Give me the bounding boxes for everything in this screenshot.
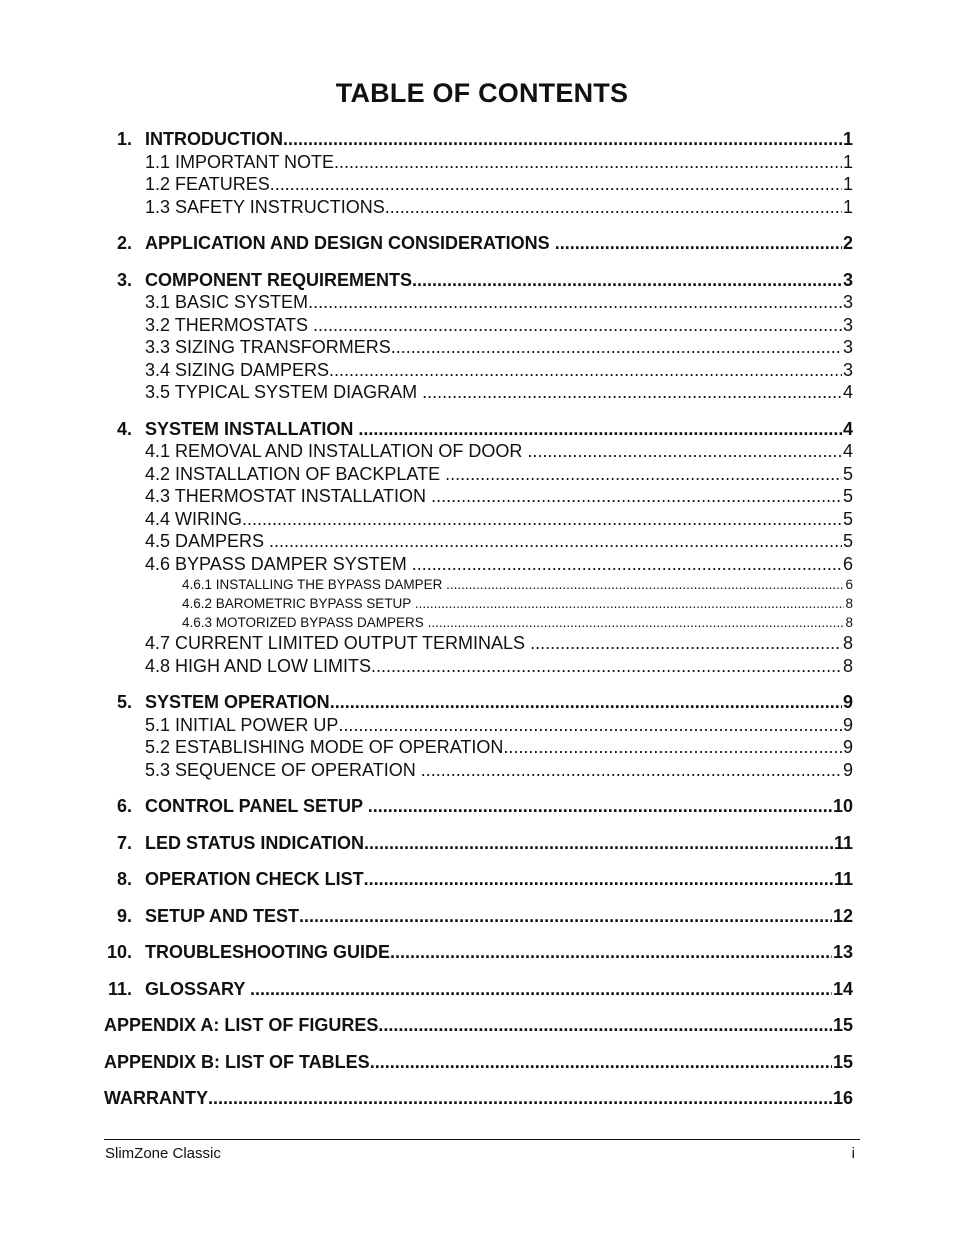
section-spacer (104, 404, 853, 418)
toc-entry-page: 14 (832, 978, 853, 999)
toc-entry[interactable] (104, 530, 853, 553)
toc-entry-label: 5.3 SEQUENCE OF OPERATION (145, 759, 421, 780)
toc-entry-label: 4.7 CURRENT LIMITED OUTPUT TERMINALS (145, 633, 531, 653)
toc-entry-page: 4 (842, 382, 853, 402)
toc-dot-leader (370, 1051, 832, 1074)
toc-entry-label: SYSTEM OPERATION (145, 692, 330, 712)
toc-entry-label: 3.1 BASIC SYSTEM (145, 292, 309, 312)
toc-entry[interactable] (104, 832, 853, 855)
toc-entry-number: 2. (116, 233, 132, 253)
toc-entry-label: 3.5 TYPICAL SYSTEM DIAGRAM (145, 382, 423, 402)
toc-dot-leader (364, 868, 833, 891)
toc-entry-page: 5 (842, 463, 853, 484)
toc-dot-leader (445, 463, 842, 486)
toc-dot-leader (530, 632, 842, 655)
table-of-contents (104, 128, 853, 1110)
section-spacer (104, 218, 853, 232)
toc-dot-leader (242, 508, 842, 531)
toc-entry-label: 4.3 THERMOSTAT INSTALLATION (145, 486, 432, 506)
toc-entry-number: 5. (116, 692, 132, 712)
toc-entry-label: APPENDIX A: LIST OF FIGURES (104, 1015, 379, 1035)
toc-entry[interactable] (104, 868, 853, 891)
toc-entry[interactable] (104, 978, 853, 1001)
toc-entry-page: 2 (842, 233, 853, 253)
toc-entry[interactable] (104, 905, 853, 928)
section-spacer (104, 255, 853, 269)
toc-dot-leader (270, 173, 842, 196)
toc-entry[interactable] (104, 269, 853, 292)
toc-entry-page: 1 (842, 196, 853, 217)
toc-dot-leader (385, 196, 842, 219)
toc-entry[interactable] (104, 759, 853, 782)
toc-dot-leader (421, 759, 842, 782)
toc-entry-label: 4.8 HIGH AND LOW LIMITS (145, 655, 372, 676)
toc-dot-leader (283, 128, 842, 151)
section-spacer (104, 891, 853, 905)
toc-entry-number: 11. (107, 978, 132, 999)
toc-dot-leader (338, 714, 842, 737)
toc-entry[interactable] (104, 173, 853, 196)
section-spacer (104, 818, 853, 832)
toc-entry-number: 3. (116, 269, 132, 290)
toc-dot-leader (431, 485, 842, 508)
toc-entry-label: 3.4 SIZING DAMPERS (145, 359, 330, 380)
toc-entry[interactable] (104, 151, 853, 174)
toc-entry[interactable] (104, 795, 853, 818)
section-spacer (104, 854, 853, 868)
toc-entry-label: 5.2 ESTABLISHING MODE OF OPERATION (145, 737, 504, 757)
toc-entry-page: 15 (832, 1051, 853, 1072)
toc-entry-page: 16 (832, 1088, 853, 1108)
toc-entry[interactable] (104, 1014, 853, 1037)
toc-entry-label: APPLICATION AND DESIGN CONSIDERATIONS (145, 233, 555, 253)
toc-entry-label: 5.1 INITIAL POWER UP (145, 714, 339, 735)
toc-entry-number: 10. (106, 942, 132, 962)
toc-entry[interactable] (104, 508, 853, 531)
toc-entry-label: SETUP AND TEST (145, 905, 300, 926)
toc-entry-page: 3 (842, 337, 853, 357)
toc-entry-page: 5 (842, 486, 853, 506)
toc-entry-page: 10 (832, 796, 853, 816)
toc-entry-page: 1 (842, 151, 853, 172)
toc-dot-leader (330, 691, 842, 714)
toc-entry-label: LED STATUS INDICATION (145, 832, 364, 853)
toc-entry[interactable] (104, 655, 853, 678)
toc-dot-leader (308, 291, 842, 314)
toc-entry[interactable] (104, 359, 853, 382)
toc-entry-page: 4 (842, 441, 853, 461)
toc-entry-label: 3.3 SIZING TRANSFORMERS (145, 337, 391, 357)
toc-dot-leader (329, 359, 842, 382)
section-spacer (104, 1037, 853, 1051)
toc-entry-page: 9 (842, 692, 853, 712)
toc-entry-page: 15 (832, 1015, 853, 1035)
toc-entry-page: 3 (842, 269, 853, 290)
toc-entry-label: 1.2 FEATURES (145, 174, 270, 194)
toc-entry[interactable] (104, 418, 853, 441)
page-title: TABLE OF CONTENTS (335, 78, 629, 108)
toc-dot-leader (364, 832, 833, 855)
toc-entry[interactable] (104, 485, 853, 508)
toc-entry-page: 11 (833, 869, 853, 889)
toc-entry-label: 4.5 DAMPERS (145, 531, 270, 551)
toc-entry[interactable] (104, 463, 853, 486)
toc-entry-label: WARRANTY (104, 1088, 208, 1108)
toc-entry-label: APPENDIX B: LIST OF TABLES (104, 1051, 370, 1072)
toc-dot-leader (503, 736, 842, 759)
toc-entry-label: GLOSSARY (145, 978, 251, 999)
toc-entry-number: 1. (116, 129, 132, 149)
toc-entry-page: 4 (842, 418, 853, 439)
toc-entry-page: 9 (842, 714, 853, 735)
toc-dot-leader (428, 613, 845, 632)
toc-entry-page: 5 (842, 531, 853, 551)
toc-dot-leader (555, 232, 842, 255)
toc-entry-label: 4.6.3 MOTORIZED BYPASS DAMPERS (182, 615, 428, 630)
toc-entry-label: 4.2 INSTALLATION OF BACKPLATE (145, 463, 446, 484)
toc-entry-page: 6 (845, 577, 853, 592)
toc-entry-page: 8 (842, 633, 853, 653)
toc-entry[interactable] (104, 594, 853, 613)
toc-entry-page: 13 (832, 942, 853, 962)
toc-entry-number: 4. (116, 418, 132, 439)
footer-page-number: i (851, 1145, 855, 1162)
toc-dot-leader (358, 418, 842, 441)
toc-entry-label: 4.1 REMOVAL AND INSTALLATION OF DOOR (145, 441, 528, 461)
toc-entry-label: 1.1 IMPORTANT NOTE (145, 151, 335, 172)
toc-dot-leader (371, 655, 842, 678)
toc-entry[interactable] (104, 314, 853, 337)
toc-entry-label: OPERATION CHECK LIST (145, 869, 364, 889)
section-spacer (104, 1073, 853, 1087)
toc-entry[interactable] (104, 691, 853, 714)
toc-entry-page: 1 (842, 129, 853, 149)
section-spacer (104, 781, 853, 795)
toc-dot-leader (368, 795, 832, 818)
toc-entry-number: 6. (116, 796, 132, 816)
toc-dot-leader (250, 978, 832, 1001)
toc-entry[interactable] (104, 632, 853, 655)
toc-entry-label: CONTROL PANEL SETUP (145, 796, 368, 816)
toc-dot-leader (391, 336, 842, 359)
toc-entry-page: 8 (842, 655, 853, 676)
toc-entry[interactable] (104, 1087, 853, 1110)
toc-dot-leader (446, 575, 844, 594)
toc-entry-label: INTRODUCTION (145, 129, 283, 149)
toc-entry-page: 9 (842, 759, 853, 780)
toc-entry-number: 9. (116, 905, 132, 926)
toc-entry-page: 11 (833, 832, 853, 853)
toc-entry-number: 8. (116, 869, 132, 889)
toc-dot-leader (415, 594, 845, 613)
toc-dot-leader (390, 941, 832, 964)
section-spacer (104, 1000, 853, 1014)
toc-entry[interactable] (104, 1051, 853, 1074)
toc-entry-label: SYSTEM INSTALLATION (145, 418, 359, 439)
toc-dot-leader (527, 440, 842, 463)
toc-entry-label: 4.6 BYPASS DAMPER SYSTEM (145, 553, 412, 574)
section-spacer (104, 677, 853, 691)
toc-dot-leader (412, 553, 842, 576)
toc-entry-label: 4.4 WIRING (145, 508, 243, 529)
toc-dot-leader (378, 1014, 832, 1037)
toc-entry-page: 3 (842, 359, 853, 380)
toc-dot-leader (313, 314, 842, 337)
toc-entry[interactable] (104, 440, 853, 463)
section-spacer (104, 964, 853, 978)
toc-entry-label: 4.6.2 BAROMETRIC BYPASS SETUP (182, 596, 415, 611)
toc-dot-leader (334, 151, 842, 174)
toc-entry-label: 1.3 SAFETY INSTRUCTIONS (145, 196, 385, 217)
toc-entry-page: 5 (842, 508, 853, 529)
toc-entry-number: 7. (116, 832, 132, 853)
toc-dot-leader (208, 1087, 832, 1110)
footer-product-name: SlimZone Classic (105, 1145, 221, 1162)
toc-entry-page: 8 (845, 615, 853, 630)
toc-entry-page: 9 (842, 737, 853, 757)
toc-entry-label: 4.6.1 INSTALLING THE BYPASS DAMPER (182, 577, 447, 592)
toc-entry[interactable] (104, 575, 853, 594)
toc-entry[interactable] (104, 336, 853, 359)
toc-entry-page: 12 (832, 905, 853, 926)
toc-entry[interactable] (104, 736, 853, 759)
toc-entry[interactable] (104, 128, 853, 151)
section-spacer (104, 927, 853, 941)
toc-entry-page: 3 (842, 292, 853, 312)
toc-entry[interactable] (104, 613, 853, 632)
footer-divider (104, 1139, 860, 1140)
toc-dot-leader (299, 905, 832, 928)
toc-entry-page: 8 (845, 596, 853, 611)
toc-entry[interactable] (104, 714, 853, 737)
toc-entry[interactable] (104, 941, 853, 964)
toc-dot-leader (422, 381, 842, 404)
toc-entry[interactable] (104, 196, 853, 219)
toc-entry-label: 3.2 THERMOSTATS (145, 314, 314, 335)
toc-entry-page: 6 (842, 553, 853, 574)
toc-entry[interactable] (104, 232, 853, 255)
toc-dot-leader (269, 530, 842, 553)
toc-entry-label: TROUBLESHOOTING GUIDE (145, 942, 391, 962)
toc-entry[interactable] (104, 553, 853, 576)
toc-entry-page: 1 (842, 174, 853, 194)
toc-entry-label: COMPONENT REQUIREMENTS (145, 269, 413, 290)
toc-entry[interactable] (104, 381, 853, 404)
toc-entry-page: 3 (842, 314, 853, 335)
toc-dot-leader (412, 269, 842, 292)
toc-entry[interactable] (104, 291, 853, 314)
